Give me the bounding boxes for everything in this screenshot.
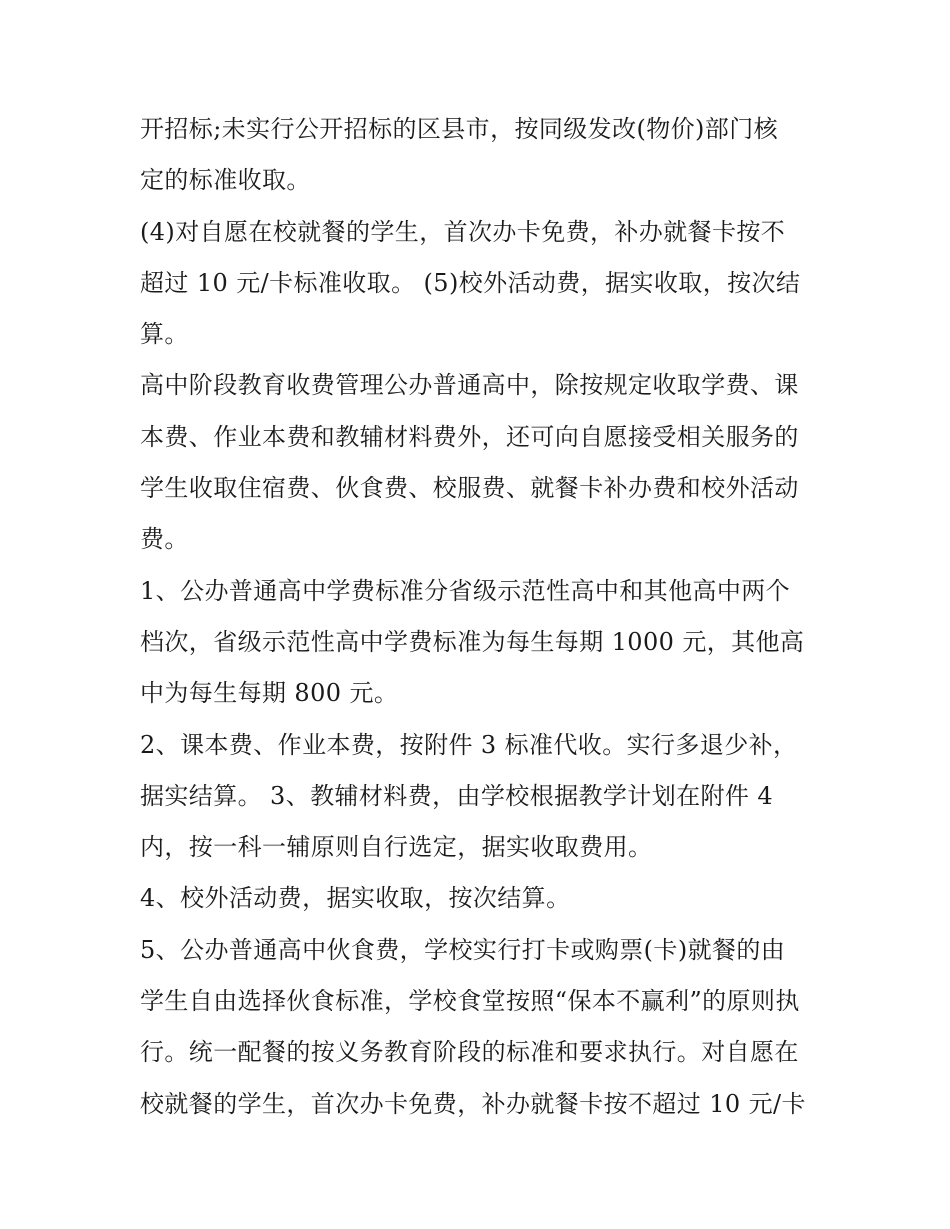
text-line: 4、校外活动费，据实收取，按次结算。 [140,884,571,913]
text-line: 校就餐的学生，首次办卡免费，补办就餐卡按不超过 10 元/卡 [140,1089,806,1118]
text-line: 本费、作业本费和教辅材料费外，还可向自愿接受相关服务的 [140,422,799,451]
text-line: 学生收取住宿费、伙食费、校服费、就餐卡补办费和校外活动 [140,474,799,503]
text-line: 1、公办普通高中学费标准分省级示范性高中和其他高中两个 [140,576,791,605]
body-text [140,104,820,1130]
text-line: 据实结算。 3、教辅材料费，由学校根据教学计划在附件 4 [140,781,773,810]
text-line: 内，按一科一辅原则自行选定，据实收取费用。 [140,833,653,862]
text-line: 档次，省级示范性高中学费标准为每生每期 1000 元，其他高 [140,627,805,656]
text-line: 超过 10 元/卡标准收取。 (5)校外活动费，据实收取，按次结 [140,268,801,297]
text-line: (4)对自愿在校就餐的学生，首次办卡免费，补办就餐卡按不 [140,217,786,246]
text-line: 行。统一配餐的按义务教育阶段的标准和要求执行。对自愿在 [140,1038,799,1067]
text-line: 费。 [140,525,189,554]
text-line: 2、课本费、作业本费，按附件 3 标准代收。实行多退少补， [140,730,798,759]
text-line: 学生自由选择伙食标准，学校食堂按照“保本不赢利”的原则执 [140,987,800,1016]
text-line: 高中阶段教育收费管理公办普通高中，除按规定收取学费、课 [140,371,799,400]
text-line: 中为每生每期 800 元。 [140,679,399,708]
text-line: 5、公办普通高中伙食费，学校实行打卡或购票(卡)就餐的由 [140,935,786,964]
text-line: 定的标准收取。 [140,166,311,195]
text-line: 开招标;未实行公开招标的区县市，按同级发改(物价)部门核 [140,115,779,143]
text-line: 算。 [140,320,189,349]
